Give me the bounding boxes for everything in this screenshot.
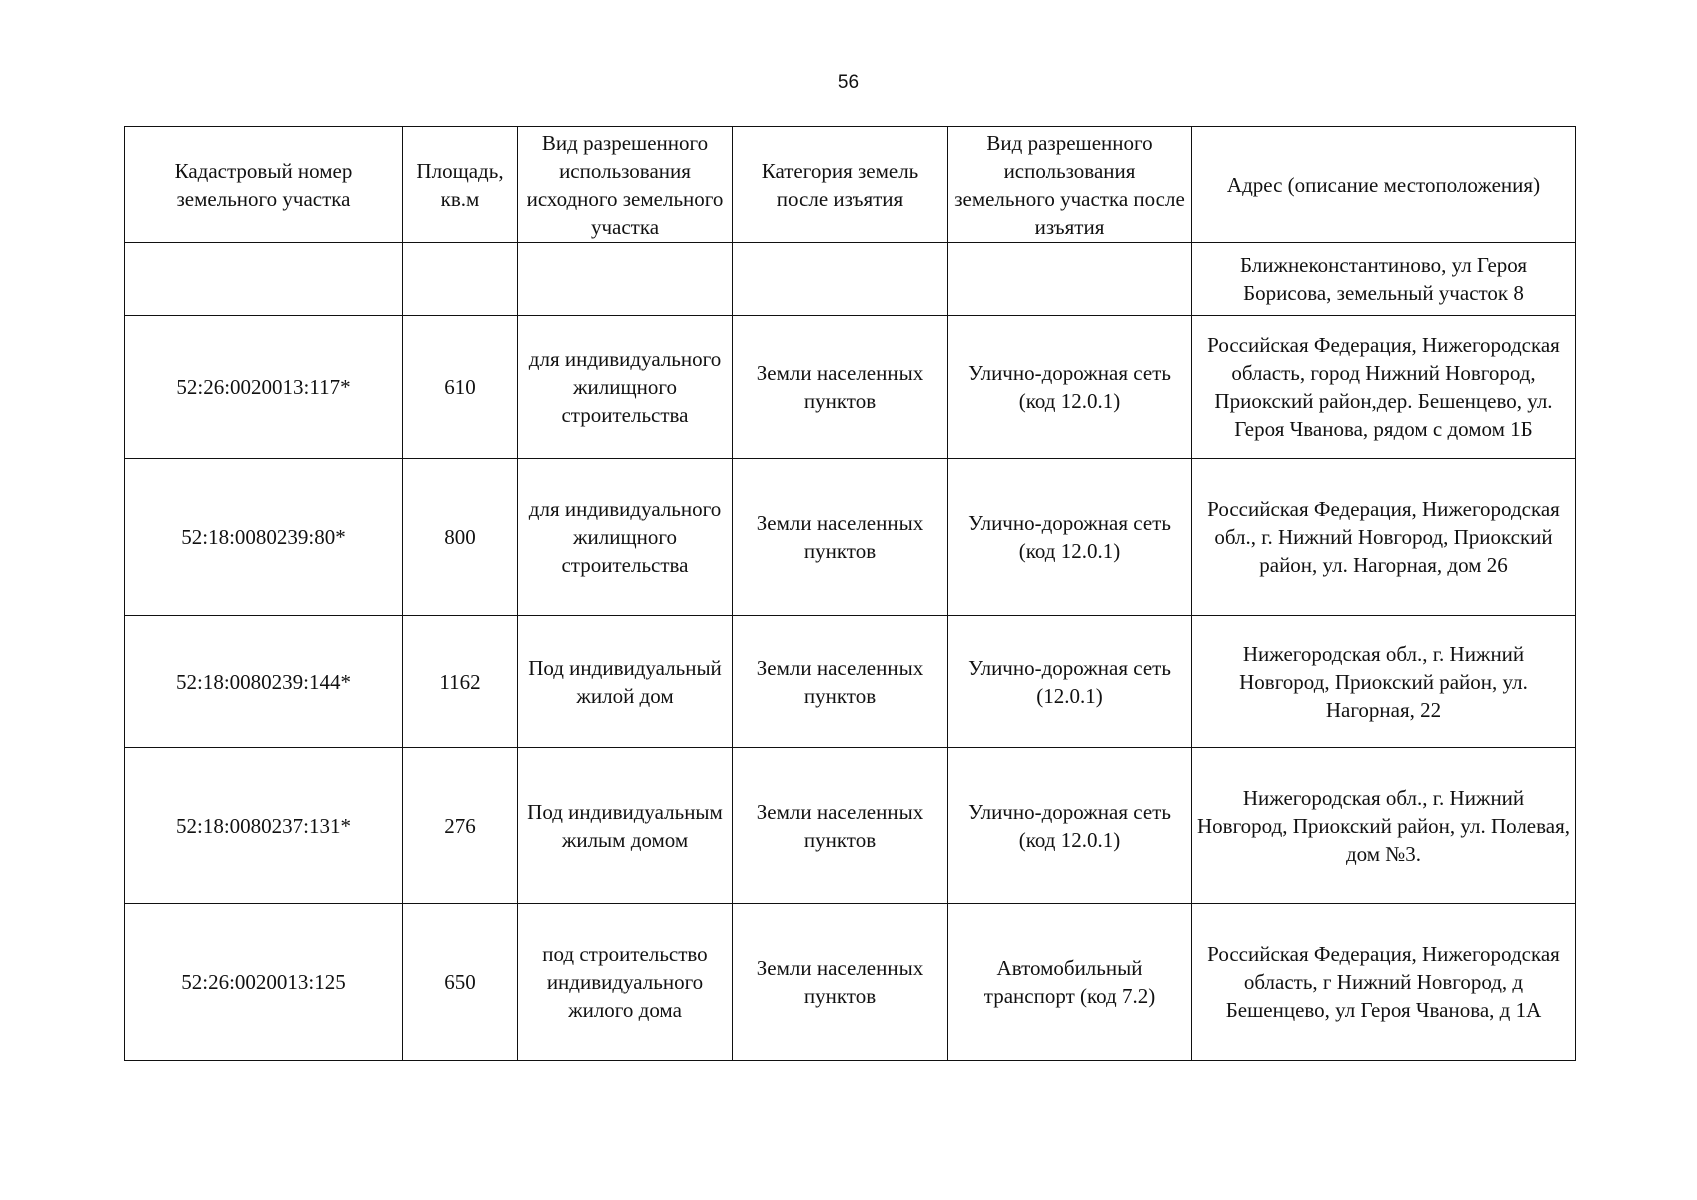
cell-cadastral-number: 52:18:0080239:144* [125,616,403,748]
cell-area: 800 [403,459,518,616]
cell-area [403,243,518,316]
cell-permitted-use-after: Улично-дорожная сеть (код 12.0.1) [948,459,1192,616]
page-number: 56 [837,72,860,93]
table-header-row [125,127,1576,243]
header-cadastral-number: Кадастровый номер земельного участка [125,127,403,243]
table-row [125,748,1576,904]
cell-land-category [733,243,948,316]
cell-address: Ближнеконстантиново, ул Героя Борисова, земельный участок 8 [1192,243,1576,316]
table-row [125,243,1576,316]
cell-address: Нижегородская обл., г. Нижний Новгород, Приокский район, ул. Полевая, дом №3. [1192,748,1576,904]
cell-address: Российская Федерация, Нижегородская область, город Нижний Новгород, Приокский район,дер. Бешенцево, ул. Героя Чванова, рядом с домом 1Б [1192,316,1576,459]
header-land-category: Категория земель после изъятия [733,127,948,243]
header-area: Площадь, кв.м [403,127,518,243]
cell-original-permitted-use: для индивидуального жилищного строительства [518,316,733,459]
land-plots-table [124,126,1576,1061]
cell-original-permitted-use: для индивидуального жилищного строительства [518,459,733,616]
cell-original-permitted-use: Под индивидуальный жилой дом [518,616,733,748]
header-address: Адрес (описание местоположения) [1192,127,1576,243]
cell-address: Российская Федерация, Нижегородская область, г Нижний Новгород, д Бешенцево, ул Героя Чванова, д 1А [1192,904,1576,1061]
header-permitted-use-after: Вид разрешенного использования земельного участка после изъятия [948,127,1192,243]
table-row [125,459,1576,616]
cell-area: 610 [403,316,518,459]
cell-land-category: Земли населенных пунктов [733,748,948,904]
cell-land-category: Земли населенных пунктов [733,616,948,748]
cell-area: 650 [403,904,518,1061]
table-row [125,616,1576,748]
cell-cadastral-number [125,243,403,316]
cell-address: Нижегородская обл., г. Нижний Новгород, Приокский район, ул. Нагорная, 22 [1192,616,1576,748]
cell-cadastral-number: 52:26:0020013:117* [125,316,403,459]
cell-permitted-use-after: Улично-дорожная сеть (код 12.0.1) [948,316,1192,459]
cell-land-category: Земли населенных пунктов [733,316,948,459]
cell-cadastral-number: 52:18:0080239:80* [125,459,403,616]
cell-address: Российская Федерация, Нижегородская обл., г. Нижний Новгород, Приокский район, ул. Нагорная, дом 26 [1192,459,1576,616]
cell-land-category: Земли населенных пунктов [733,904,948,1061]
cell-area: 1162 [403,616,518,748]
table-row [125,904,1576,1061]
cell-original-permitted-use [518,243,733,316]
cell-permitted-use-after: Улично-дорожная сеть (12.0.1) [948,616,1192,748]
cell-original-permitted-use: под строительство индивидуального жилого дома [518,904,733,1061]
cell-permitted-use-after [948,243,1192,316]
table-row [125,316,1576,459]
cell-area: 276 [403,748,518,904]
cell-original-permitted-use: Под индивидуальным жилым домом [518,748,733,904]
cell-cadastral-number: 52:26:0020013:125 [125,904,403,1061]
cell-cadastral-number: 52:18:0080237:131* [125,748,403,904]
header-original-permitted-use: Вид разрешенного использования исходного земельного участка [518,127,733,243]
cell-permitted-use-after: Улично-дорожная сеть (код 12.0.1) [948,748,1192,904]
cell-land-category: Земли населенных пунктов [733,459,948,616]
cell-permitted-use-after: Автомобильный транспорт (код 7.2) [948,904,1192,1061]
